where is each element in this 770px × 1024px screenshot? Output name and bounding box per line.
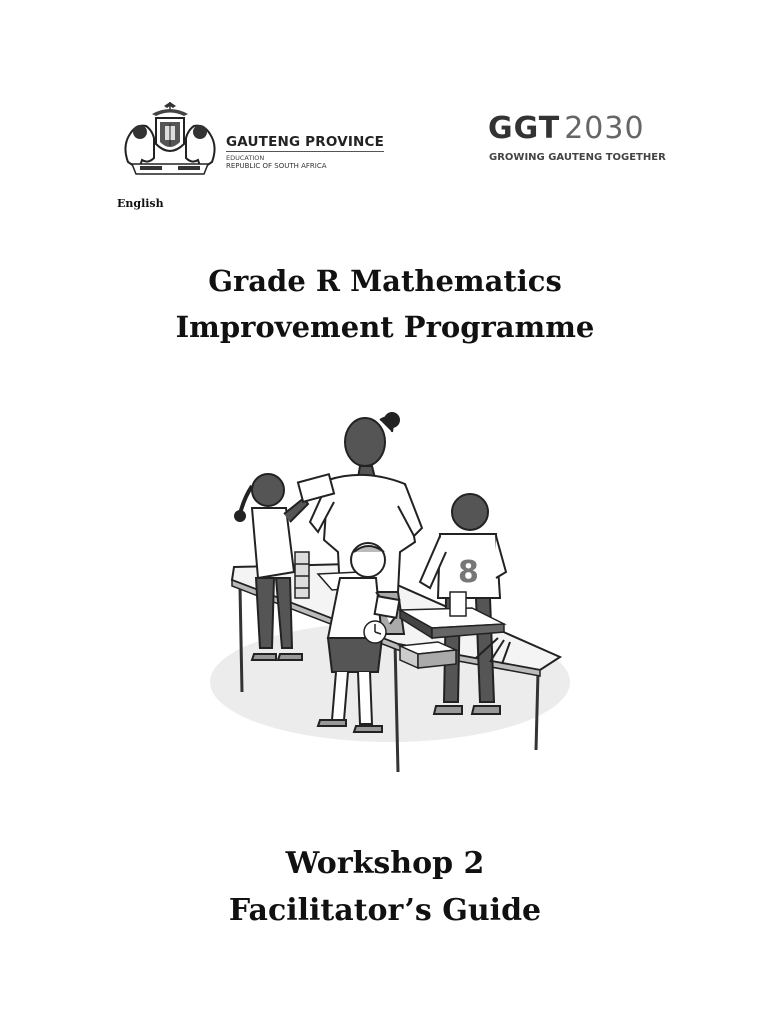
- gauteng-province-logo: [118, 100, 388, 180]
- ggt-2030-logo: [488, 111, 668, 166]
- ggt-letters: GGT: [488, 111, 561, 146]
- ggt-year: 2030: [564, 111, 645, 146]
- ggt-mark: [488, 111, 645, 146]
- language-label: English: [117, 197, 164, 210]
- subtitle-line-1: Workshop 2: [285, 846, 485, 881]
- department-name: EDUCATION: [226, 154, 265, 162]
- province-name: GAUTENG PROVINCE: [226, 134, 385, 150]
- page-subtitle: [0, 840, 770, 934]
- title-line-2: Improvement Programme: [175, 310, 595, 344]
- country-name: REPUBLIC OF SOUTH AFRICA: [226, 162, 327, 170]
- classroom-illustration-icon: [200, 402, 570, 782]
- page-title: [0, 258, 770, 350]
- card-digit: 8: [458, 555, 479, 590]
- ggt-tagline: GROWING GAUTENG TOGETHER: [489, 152, 666, 163]
- subtitle-line-2: Facilitator’s Guide: [228, 893, 542, 928]
- coat-of-arms-icon: [118, 100, 222, 178]
- title-line-1: Grade R Mathematics: [208, 264, 562, 298]
